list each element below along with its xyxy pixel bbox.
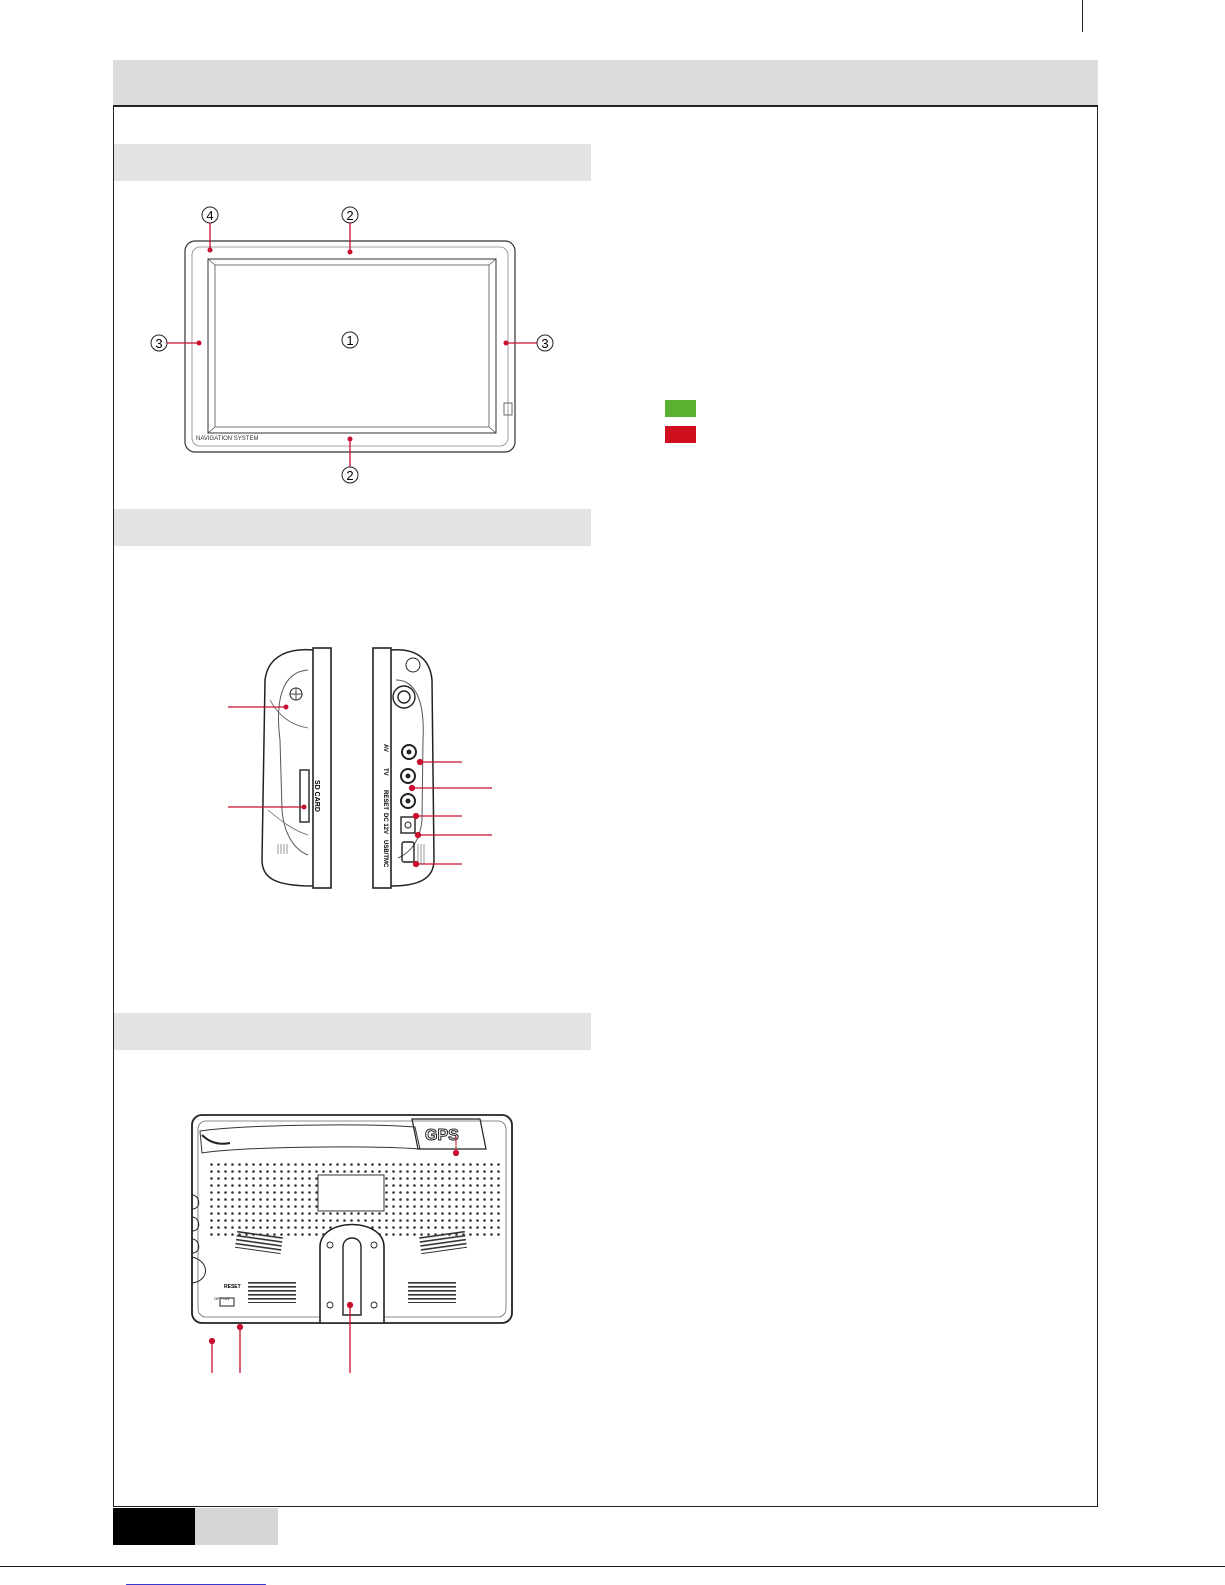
front-view-figure — [130, 195, 580, 495]
port-label-reset: RESET — [382, 790, 388, 811]
device-left-side — [262, 648, 331, 888]
callout-4 — [202, 207, 218, 253]
port-label-usb: USB/TMC — [382, 840, 388, 868]
callout-3-left — [151, 335, 202, 351]
sd-card-label: SD CARD — [313, 780, 320, 812]
power-switch-label: OFF ON — [214, 1296, 230, 1301]
svg-text:1: 1 — [346, 333, 354, 348]
callout-1-screen — [342, 332, 358, 348]
tv-jack-icon — [401, 769, 415, 783]
label-plate — [318, 1175, 384, 1211]
svg-text:3: 3 — [541, 336, 549, 351]
callout-3-right — [504, 335, 554, 351]
page-number-tab — [113, 1508, 195, 1545]
legend-red-swatch — [665, 426, 696, 443]
port-label-tv: TV — [382, 768, 388, 776]
section-bar-back — [114, 1013, 591, 1050]
callout-line-sd-slot — [228, 805, 307, 810]
callout-2-bottom — [342, 437, 358, 484]
device-right-side — [373, 648, 434, 888]
av-jack-icon — [402, 745, 416, 759]
svg-text:3: 3 — [155, 336, 163, 351]
reset-label: RESET — [224, 1284, 241, 1290]
svg-text:4: 4 — [206, 208, 214, 223]
device-front-label: NAVIGATION SYSTEM — [196, 436, 259, 442]
vent-bottom-left — [248, 1281, 296, 1303]
page-corner-tick — [1082, 0, 1083, 32]
port-label-av: AV — [382, 744, 388, 752]
gps-label: GPS — [425, 1127, 459, 1144]
dc-jack-icon — [401, 817, 415, 833]
bottom-rule — [0, 1566, 1225, 1567]
legend-green-swatch — [665, 400, 696, 417]
port-label-dc: DC 12V — [382, 813, 388, 835]
vent-bottom-right — [408, 1281, 456, 1303]
side-views-figure — [220, 640, 510, 895]
svg-text:2: 2 — [346, 208, 354, 223]
left-edge-buttons — [192, 1195, 206, 1283]
page-header-bar — [113, 60, 1098, 106]
section-bar-sides — [114, 509, 591, 546]
section-bar-front — [114, 144, 591, 181]
section-tab — [195, 1508, 278, 1545]
back-view-figure — [180, 1105, 530, 1385]
svg-text:2: 2 — [346, 468, 354, 483]
reset-jack-icon — [401, 794, 415, 808]
